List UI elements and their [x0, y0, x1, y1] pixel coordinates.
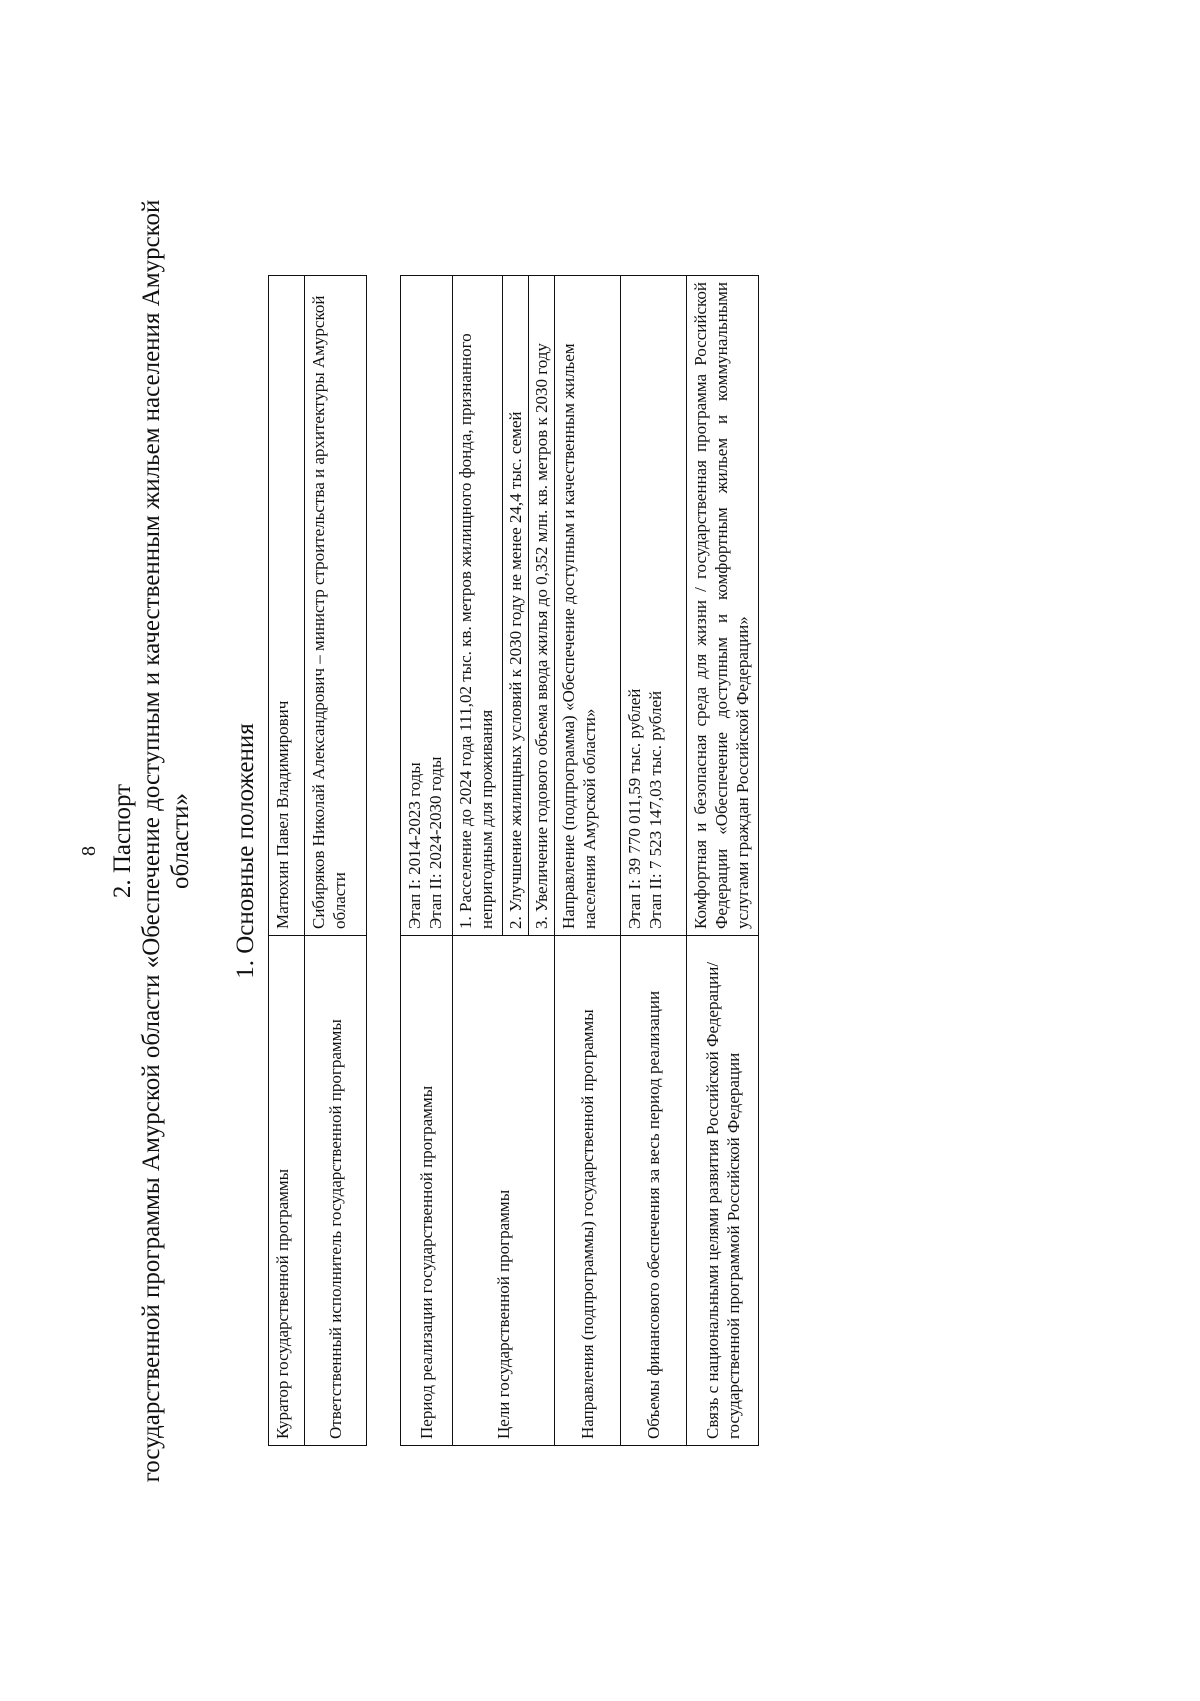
table-row [555, 276, 621, 1446]
heading-line-3: области» [167, 792, 194, 890]
heading-line-2: государственной программы Амурской области «Обеспечение доступным и качественным жильем населения Амурской [138, 199, 165, 1483]
table-row [687, 276, 759, 1446]
passport-heading [108, 171, 195, 1511]
page-number: 8 [78, 846, 100, 856]
directions-value: Направление (подпрограмма) «Обеспечение доступным и качественным жильем населения Амурской области» [555, 276, 621, 936]
table-row [269, 276, 305, 1446]
responsible-persons-table [268, 275, 367, 1446]
financing-stage-1: Этап I: 39 770 011,59 тыс. рублей [625, 688, 644, 929]
main-provisions-table [400, 275, 759, 1446]
table-row [621, 276, 687, 1446]
goals-label: Цели государственной программы [453, 936, 555, 1446]
rotated-document-page [0, 1, 1200, 1701]
section-title: 1. Основные положения [232, 723, 259, 979]
national-goals-label: Связь с национальными целями развития Российской Федерации/ государственной программой Российской Федерации [687, 936, 759, 1446]
heading-line-1: 2. Паспорт [109, 783, 136, 899]
executor-value: Сибиряков Николай Александрович – министр строительства и архитектуры Амурской области [305, 276, 367, 936]
period-stage-1: Этап I: 2014-2023 годы [405, 762, 424, 929]
directions-label: Направления (подпрограммы) государственной программы [555, 936, 621, 1446]
table-row [305, 276, 367, 1446]
financing-stage-2: Этап II: 7 523 147,03 тыс. рублей [646, 690, 665, 929]
executor-label: Ответственный исполнитель государственной программы [305, 936, 367, 1446]
national-goals-value: Комфортная и безопасная среда для жизни / государственная программа Российской Федерации «Обеспечение доступным и комфортным жильем и коммунальными услугами граждан Российской Федерации» [687, 276, 759, 936]
goal-item-3: 3. Увеличение годового объема ввода жилья до 0,352 млн. кв. метров к 2030 году [529, 276, 555, 936]
financing-value [621, 276, 687, 936]
curator-label: Куратор государственной программы [269, 936, 305, 1446]
period-label: Период реализации государственной программы [401, 936, 453, 1446]
goal-item-1: 1. Расселение до 2024 года 111,02 тыс. кв. метров жилищного фонда, признанного непригодным для проживания [453, 276, 503, 936]
period-stage-2: Этап II: 2024-2030 годы [426, 756, 445, 929]
table-row [401, 276, 453, 1446]
period-value [401, 276, 453, 936]
financing-label: Объемы финансового обеспечения за весь период реализации [621, 936, 687, 1446]
table-row [453, 276, 503, 1446]
goal-item-2: 2. Улучшение жилищных условий к 2030 году не менее 24,4 тыс. семей [503, 276, 529, 936]
curator-value: Матюхин Павел Владимирович [269, 276, 305, 936]
